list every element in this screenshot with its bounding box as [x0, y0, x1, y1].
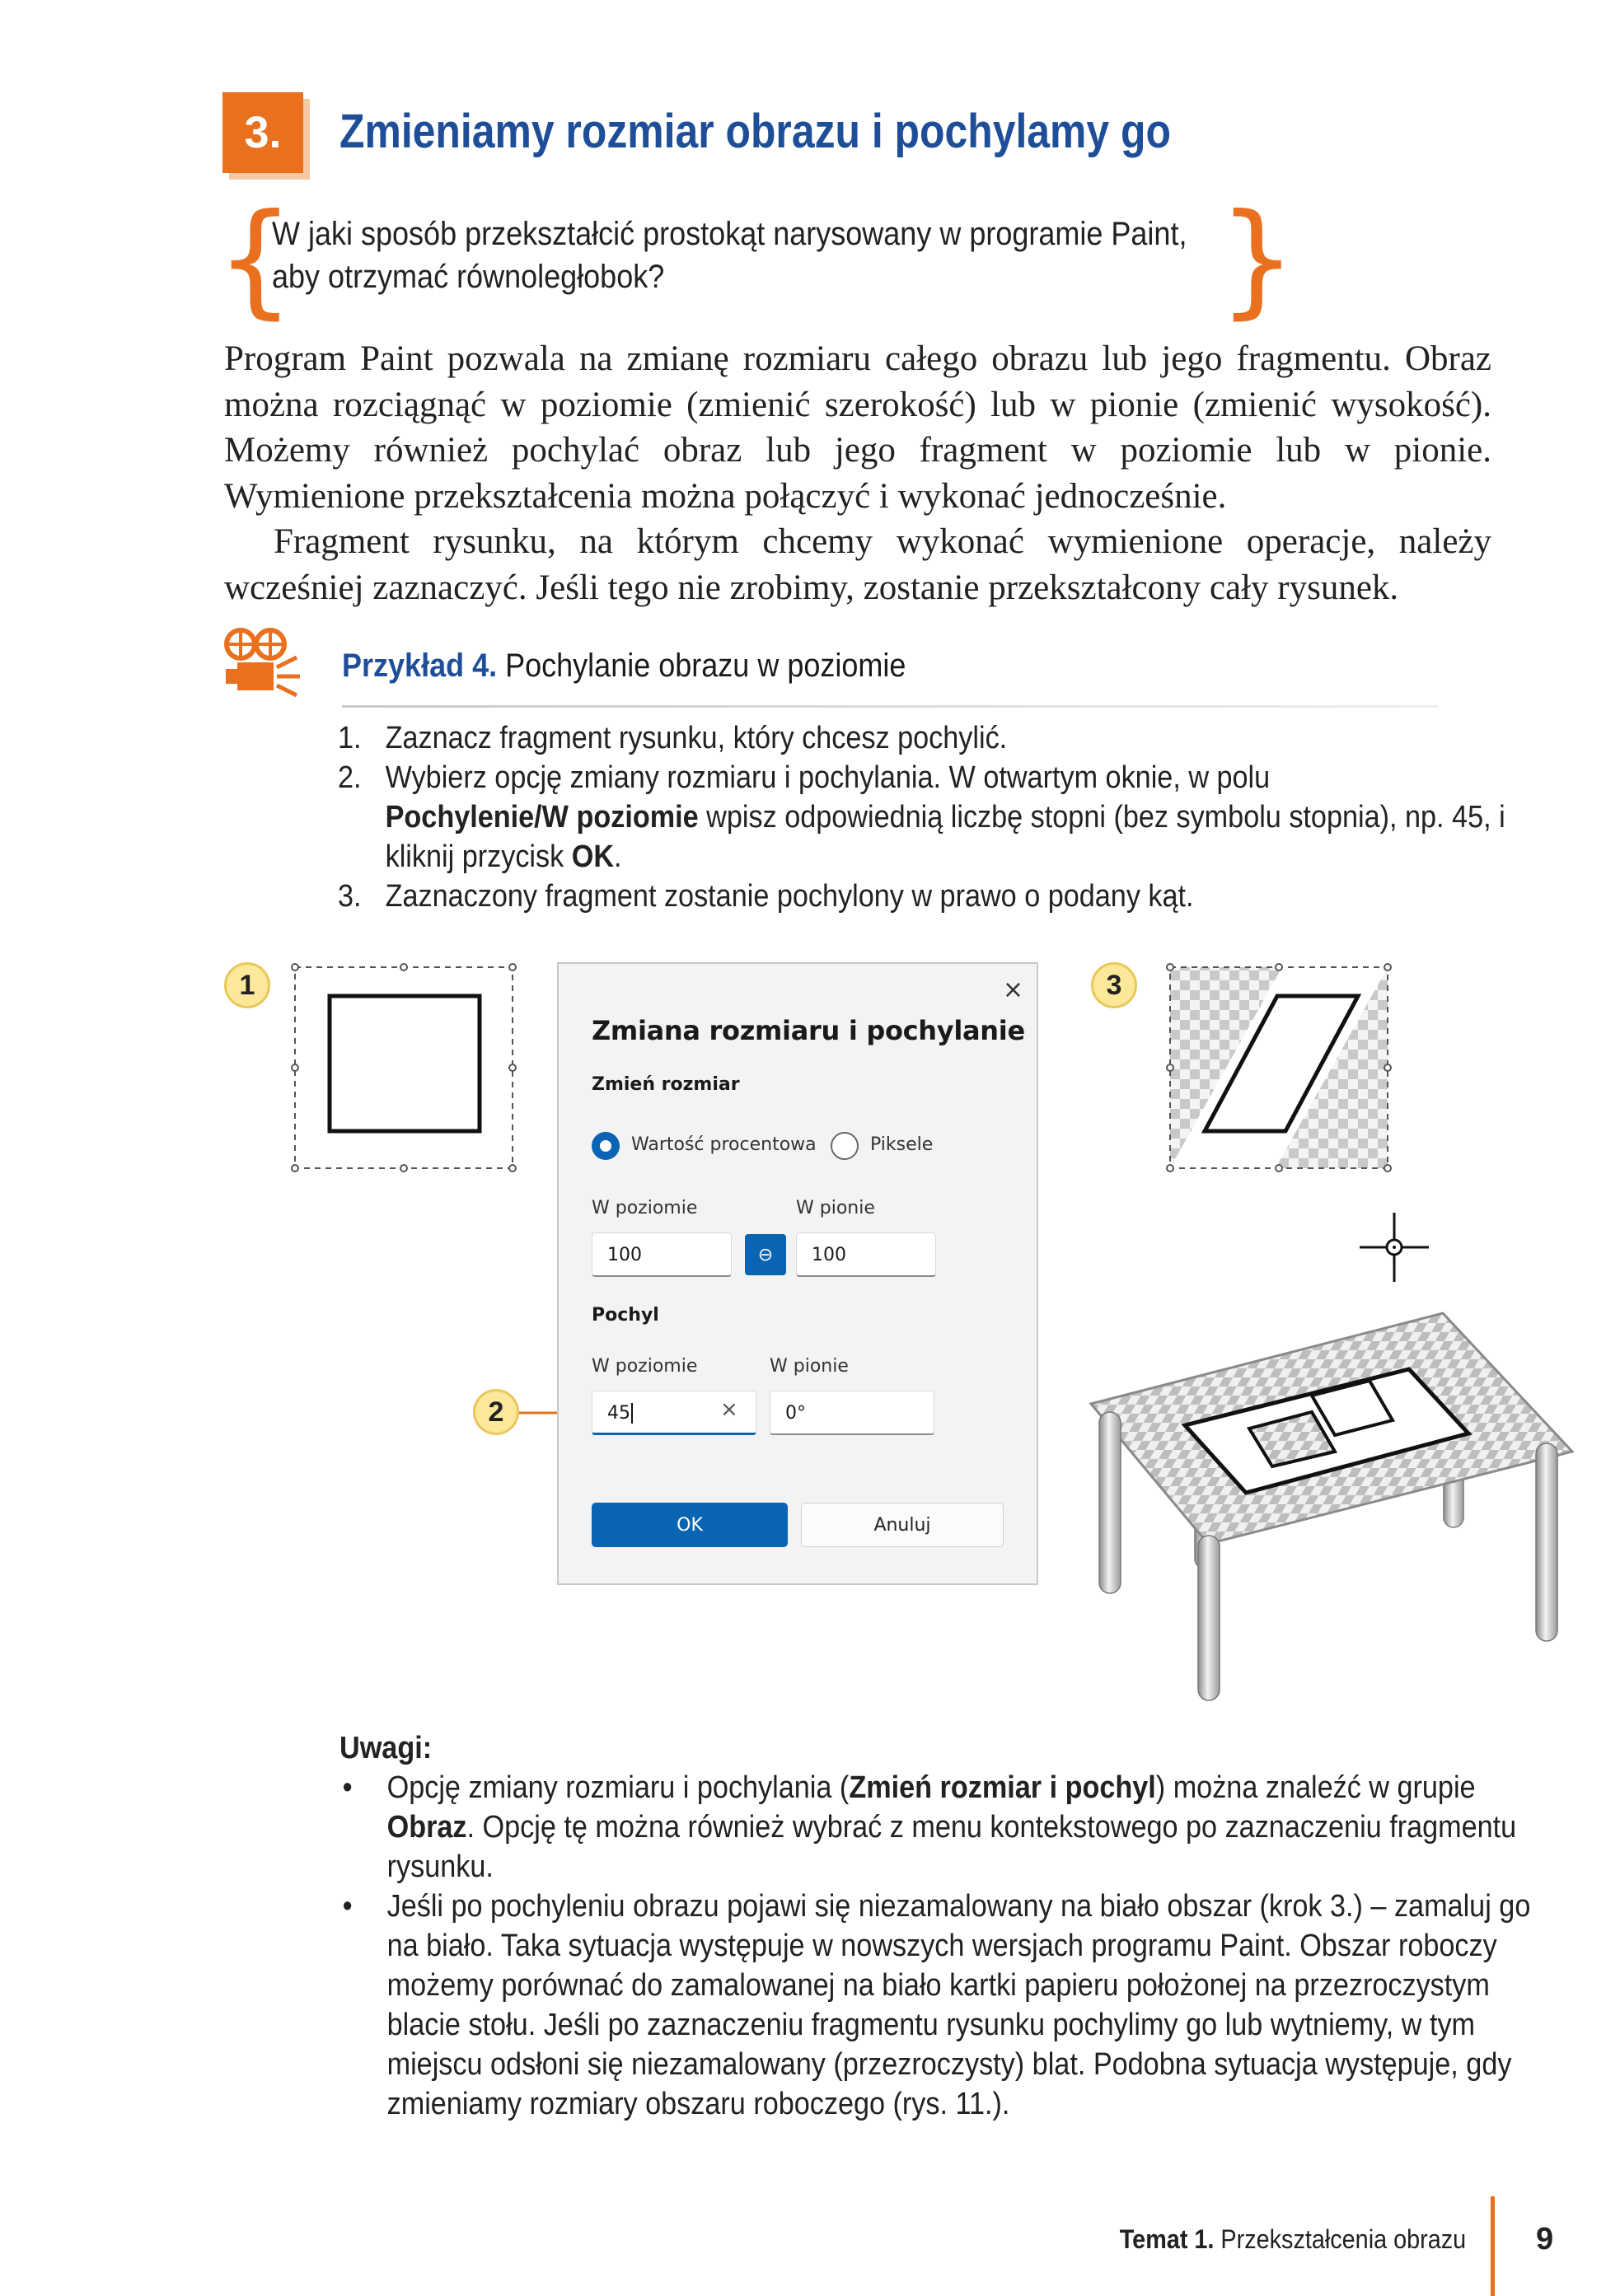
- selection-square-illustration: [288, 961, 519, 1175]
- note-item-1: [339, 1768, 1544, 1887]
- step-number: 1.: [338, 721, 362, 755]
- resize-section-label: Zmień rozmiar: [592, 1074, 740, 1095]
- ok-button[interactable]: OK: [592, 1503, 788, 1547]
- footer-topic-label: Temat 1.: [1119, 2224, 1215, 2254]
- footer-topic: [1120, 2224, 1466, 2255]
- step-bold-ok: OK: [571, 839, 615, 874]
- radio-percent-label: Wartość procentowa: [631, 1134, 817, 1155]
- step-item-2: [338, 758, 1543, 877]
- body-paragraph-1: Program Paint pozwala na zmianę rozmiaru całego obrazu lub jego fragmentu. Obraz można rozciągnąć w poziomie (zmienić szerokość) lub w pionie (zmienić wysokość). Możemy również pochylać obraz lub jego fragment w poziomie lub w pionie. Wymienione przekształcenia można połączyć i wykonać jednocześnie.: [224, 339, 1491, 516]
- step-item-3: [338, 877, 1543, 916]
- step-number: 2.: [338, 760, 362, 795]
- transparent-table-illustration: [1084, 1305, 1579, 1717]
- footer-divider: [1491, 2196, 1495, 2296]
- example-header: [342, 648, 906, 685]
- badge-2: 2: [473, 1389, 519, 1435]
- skew-vertical-label: W pionie: [770, 1356, 849, 1377]
- radio-pixels-label: Piksele: [870, 1134, 934, 1155]
- body-paragraph-2: Fragment rysunku, na którym chcemy wykonać wymienione operacje, należy wcześniej zaznaczyć. Jeśli tego nie zrobimy, zostanie przekształcony cały rysunek.: [224, 522, 1491, 607]
- note-bold: Zmień rozmiar i pochyl: [849, 1770, 1156, 1805]
- question-box: [272, 213, 1187, 298]
- section-title: Zmieniamy rozmiar obrazu i pochylamy go: [339, 105, 1171, 158]
- skew-horizontal-label: W poziomie: [592, 1356, 698, 1377]
- footer-topic-title: Przekształcenia obrazu: [1220, 2224, 1466, 2254]
- resize-horizontal-label: W poziomie: [592, 1198, 698, 1218]
- step-text: Zaznacz fragment rysunku, który chcesz pochylić.: [385, 721, 1008, 755]
- notes-section: [339, 1728, 1576, 2124]
- step-text: .: [614, 839, 622, 874]
- crosshair-cursor-icon: [1360, 1213, 1429, 1282]
- example-divider: [342, 705, 1438, 708]
- link-aspect-icon[interactable]: ⊖: [745, 1234, 786, 1275]
- step-text: Wybierz opcję zmiany rozmiaru i pochylania. W otwartym oknie, w polu: [385, 760, 1271, 795]
- bullet-icon: •: [342, 1889, 353, 1924]
- left-brace-icon: {: [216, 188, 295, 331]
- note-text: Jeśli po pochyleniu obrazu pojawi się niezamalowany na biało obszar (krok 3.) – zamaluj go na biało. Taka sytuacja występuje w nowszych wersjach programu Paint. Obszar roboczy możemy porównać do zamalowanej na biało kartki papieru położonej na przezroczystym blacie stołu. Jeśli po zaznaczeniu fragmentu rysunku pochylimy go lub wytniemy, w tym miejscu odsłoni się niezamalowany (przezroczysty) blat. Podobna sytuacja występuje, gdy zmieniamy rozmiary obszaru roboczego (rys. 11.).: [386, 1889, 1531, 2121]
- steps-list: [338, 718, 1574, 916]
- resize-horizontal-input[interactable]: 100: [592, 1232, 732, 1277]
- clear-icon[interactable]: ×: [720, 1397, 738, 1422]
- resize-vertical-label: W pionie: [796, 1198, 875, 1218]
- note-text: ) można znaleźć w grupie: [1155, 1770, 1476, 1805]
- question-line-2: aby otrzymać równoległobok?: [272, 259, 665, 295]
- notes-title: Uwagi:: [339, 1731, 433, 1765]
- skew-section-label: Pochyl: [592, 1305, 659, 1326]
- skewed-parallelogram-illustration: [1160, 961, 1399, 1175]
- note-text: . Opcję tę można również wybrać z menu kontekstowego po zaznaczeniu fragmentu rysunku.: [386, 1810, 1517, 1884]
- resize-skew-dialog: [557, 962, 1038, 1585]
- dialog-title: Zmiana rozmiaru i pochylanie: [592, 1015, 1025, 1046]
- step-text: Zaznaczony fragment zostanie pochylony w prawo o podany kąt.: [385, 879, 1194, 914]
- right-brace-icon: }: [1218, 188, 1297, 331]
- example-label: Przykład 4.: [342, 648, 498, 684]
- question-line-1: W jaki sposób przekształcić prostokąt narysowany w programie Paint,: [272, 216, 1187, 252]
- skew-vertical-input[interactable]: 0°: [770, 1391, 934, 1435]
- page-number: 9: [1536, 2222, 1554, 2256]
- resize-vertical-input[interactable]: 100: [796, 1232, 936, 1277]
- note-bold: Obraz: [386, 1810, 467, 1845]
- radio-percent[interactable]: [592, 1132, 620, 1160]
- section-number: 3.: [222, 92, 303, 173]
- close-icon[interactable]: ×: [1002, 975, 1023, 1004]
- badge-3: 3: [1091, 962, 1137, 1008]
- step-bold-field: Pochylenie/W poziomie: [385, 800, 699, 835]
- note-text: Opcję zmiany rozmiaru i pochylania (: [386, 1770, 850, 1805]
- step-item-1: [338, 718, 1543, 758]
- radio-pixels[interactable]: [831, 1132, 859, 1160]
- skew-horizontal-value: 45: [607, 1403, 630, 1424]
- bullet-icon: •: [342, 1770, 353, 1805]
- step-number: 3.: [338, 879, 362, 914]
- cancel-button[interactable]: Anuluj: [801, 1503, 1004, 1547]
- body-text: [224, 336, 1491, 610]
- example-title: Pochylanie obrazu w poziomie: [505, 648, 906, 684]
- film-camera-icon: [222, 626, 305, 700]
- badge-1: 1: [224, 962, 270, 1008]
- step-text: wpisz odpowiednią liczbę stopni (bez symbolu stopnia), np. 45, i kliknij przycisk: [385, 800, 1505, 874]
- note-item-2: [339, 1887, 1544, 2124]
